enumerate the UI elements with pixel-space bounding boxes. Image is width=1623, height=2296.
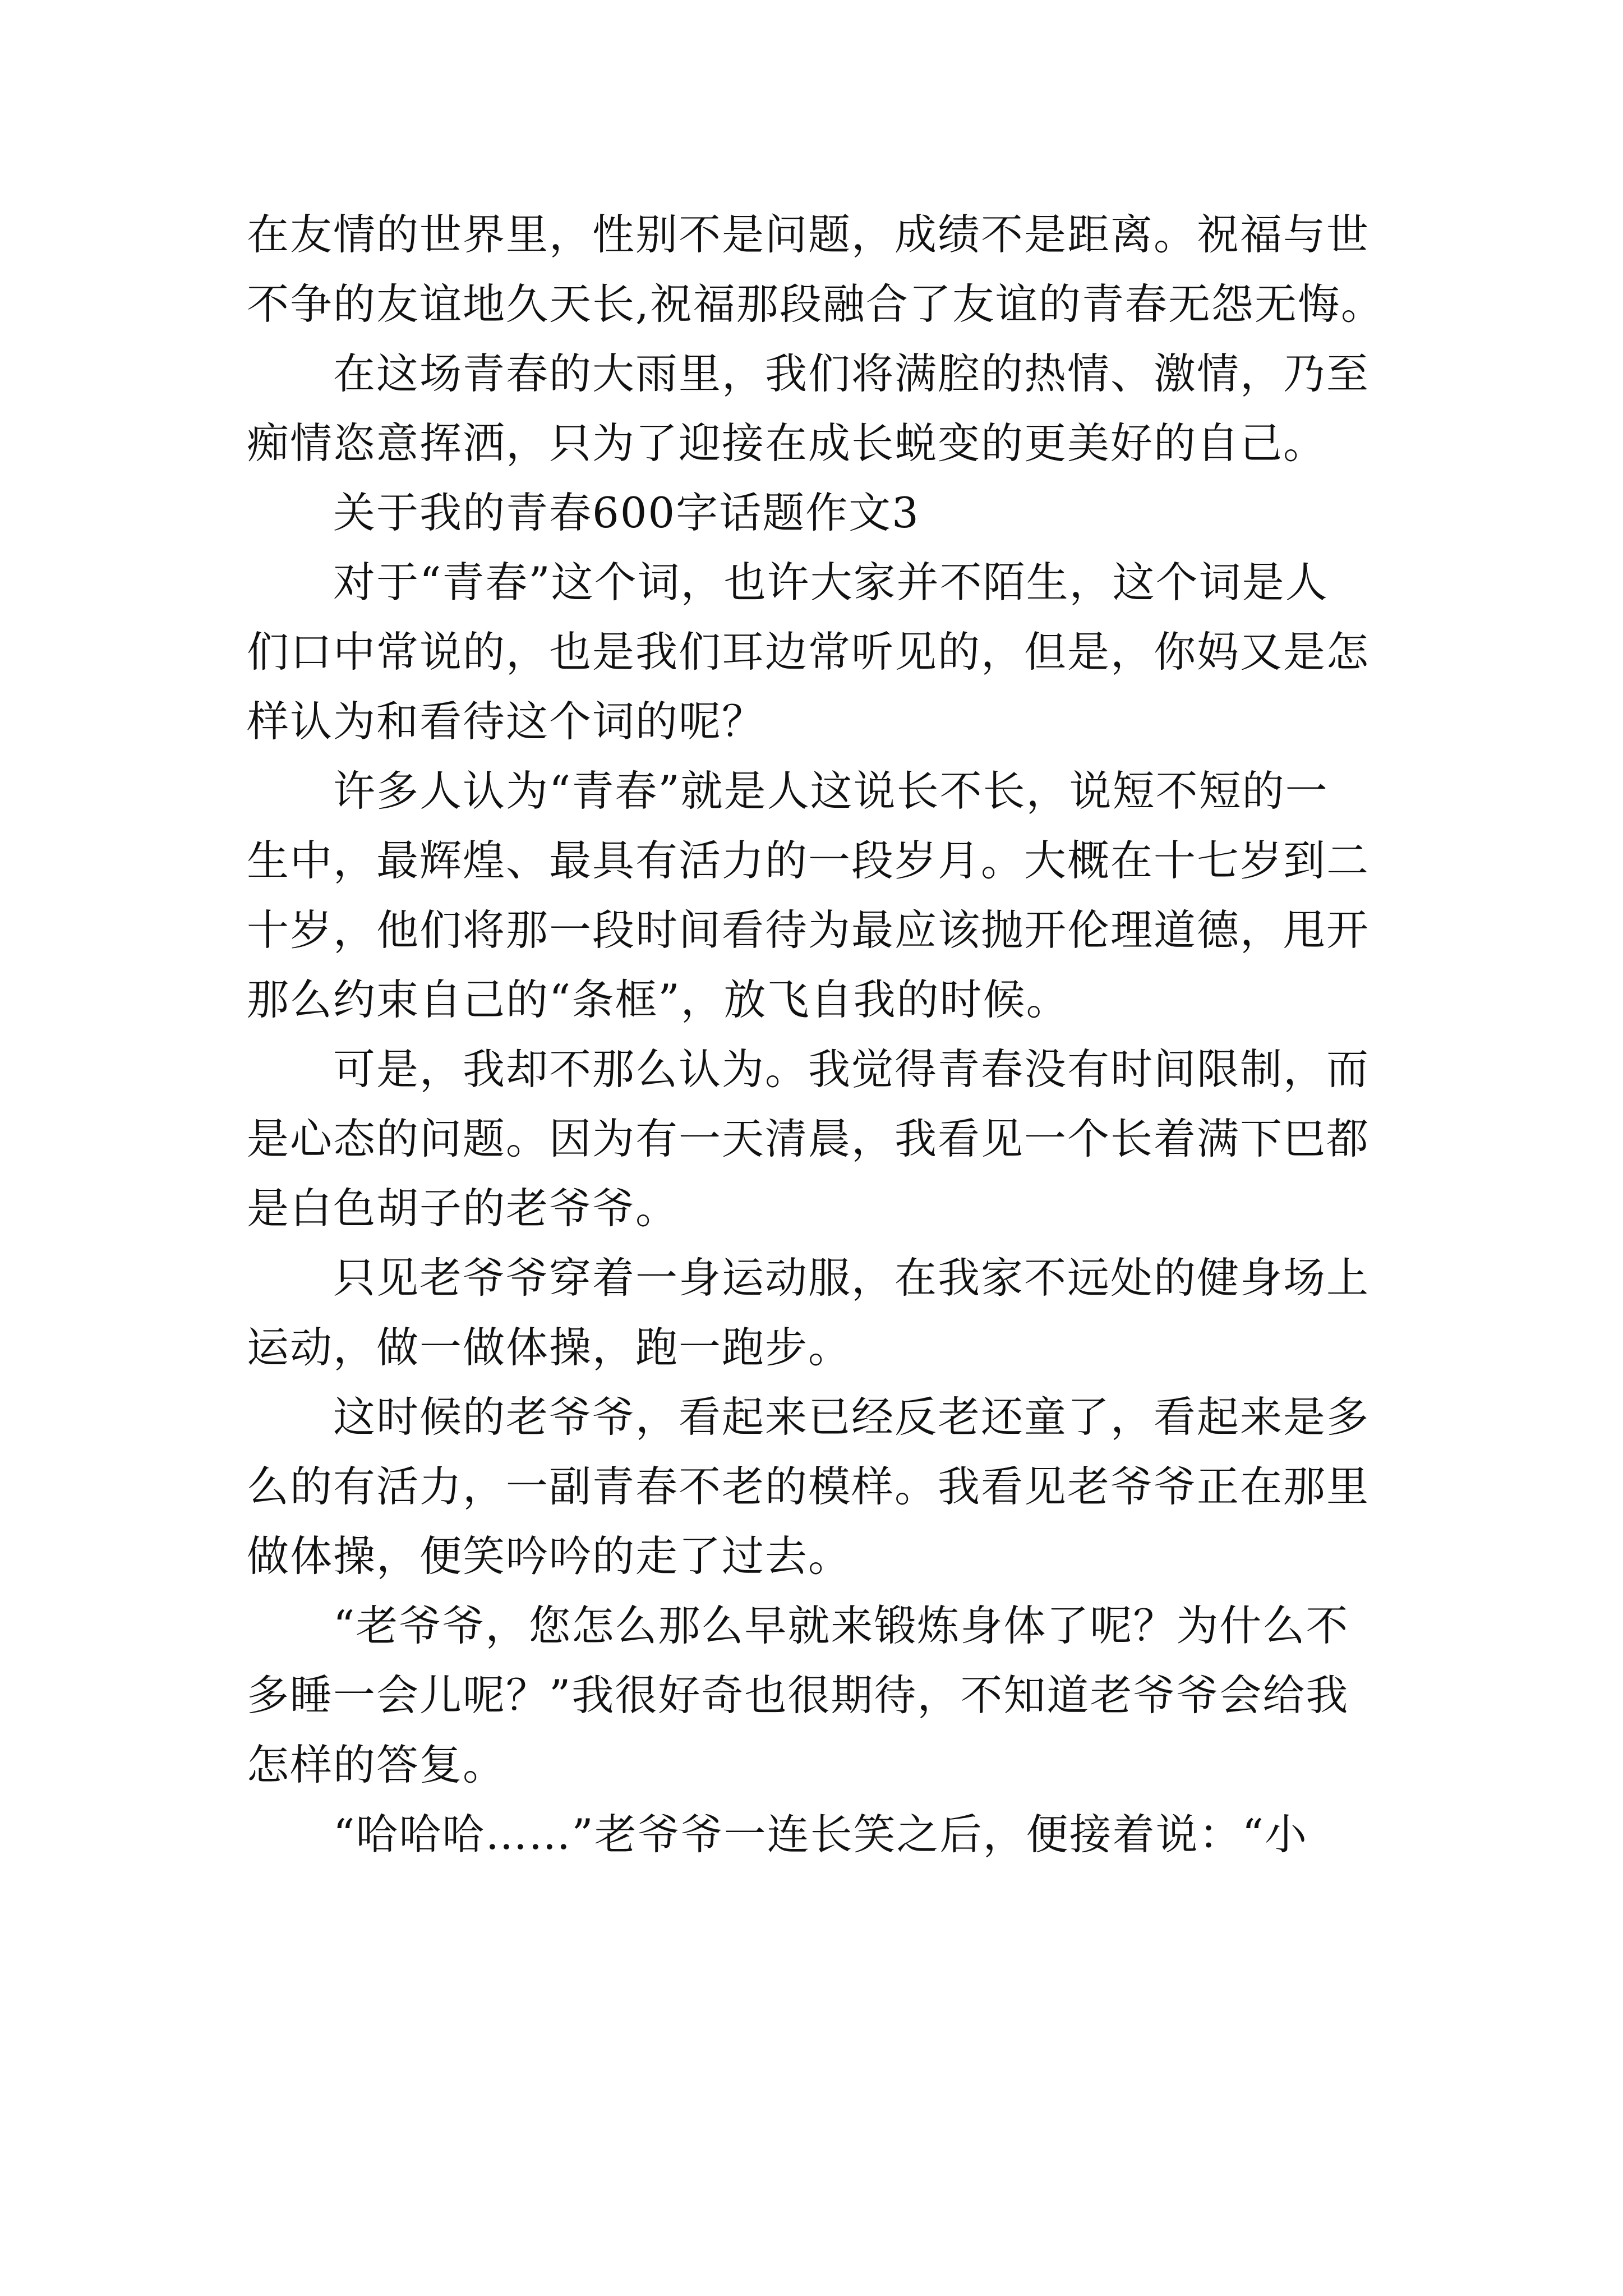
text-line: 生中，最辉煌、最具有活力的一段岁月。大概在十七岁到二 bbox=[247, 836, 1370, 885]
text-line: 是白色胡子的老爷爷。 bbox=[247, 1184, 679, 1233]
text-line: 在友情的世界里，性别不是问题，成绩不是距离。祝福与世 bbox=[247, 210, 1370, 259]
text-line: 们口中常说的，也是我们耳边常听见的，但是，你妈又是怎 bbox=[247, 627, 1370, 677]
text-line: 只见老爷爷穿着一身运动服，在我家不远处的健身场上 bbox=[247, 1253, 1370, 1303]
document-body bbox=[247, 200, 1447, 1869]
text-line: 怎样的答复。 bbox=[247, 1740, 506, 1789]
text-line: “老爷爷，您怎么那么早就来锻炼身体了呢？为什么不 bbox=[247, 1601, 1349, 1650]
text-line: 不争的友谊地久天长,祝福那段融合了友谊的青春无怨无悔。 bbox=[247, 279, 1384, 329]
text-line: 对于“青春”这个词，也许大家并不陌生，这个词是人 bbox=[247, 558, 1329, 607]
text-line: 那么约束自己的“条框”，放飞自我的时候。 bbox=[247, 975, 1069, 1024]
text-line: 可是，我却不那么认为。我觉得青春没有时间限制，而 bbox=[247, 1045, 1370, 1094]
text-line: “哈哈哈……”老爷爷一连长笑之后，便接着说：“小 bbox=[247, 1810, 1308, 1859]
text-line: 痴情恣意挥洒，只为了迎接在成长蜕变的更美好的自己。 bbox=[247, 418, 1327, 468]
text-line: 许多人认为“青春”就是人这说长不长，说短不短的一 bbox=[247, 766, 1329, 816]
section-heading: 关于我的青春600字话题作文3 bbox=[247, 488, 920, 537]
text-line: 多睡一会儿呢？”我很好奇也很期待，不知道老爷爷会给我 bbox=[247, 1671, 1349, 1720]
text-line: 样认为和看待这个词的呢？ bbox=[247, 697, 766, 746]
text-line: 么的有活力，一副青春不老的模样。我看见老爷爷正在那里 bbox=[247, 1462, 1370, 1511]
text-line: 这时候的老爷爷，看起来已经反老还童了，看起来是多 bbox=[247, 1392, 1370, 1442]
text-line: 做体操，便笑吟吟的走了过去。 bbox=[247, 1531, 852, 1581]
text-line: 运动，做一做体操，跑一跑步。 bbox=[247, 1323, 852, 1372]
text-line: 是心态的问题。因为有一天清晨，我看见一个长着满下巴都 bbox=[247, 1114, 1370, 1163]
text-line: 在这场青春的大雨里，我们将满腔的热情、激情，乃至 bbox=[247, 349, 1370, 398]
text-line: 十岁，他们将那一段时间看待为最应该抛开伦理道德，甩开 bbox=[247, 905, 1370, 955]
